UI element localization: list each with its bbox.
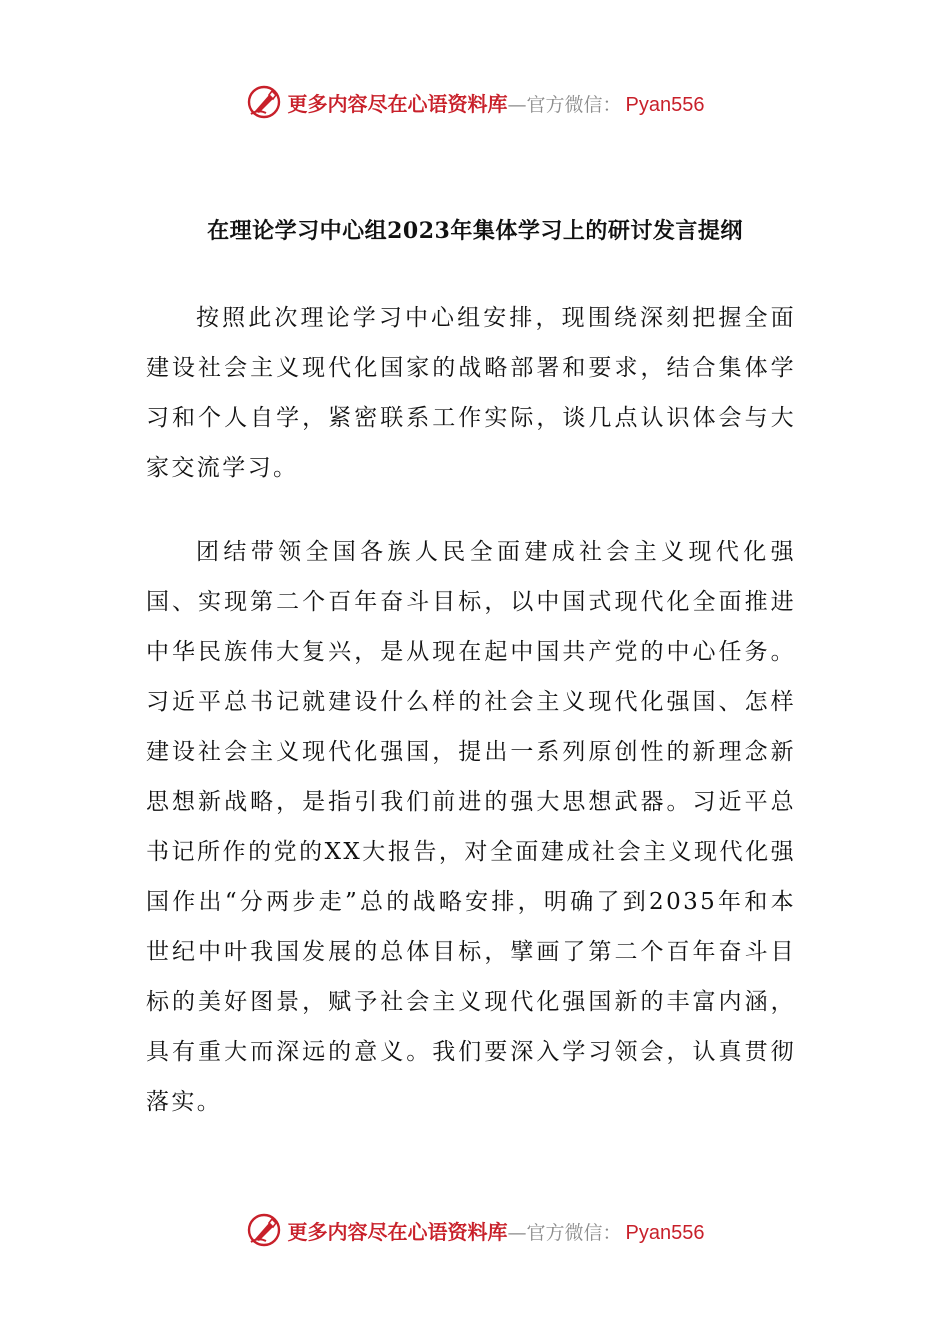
banner-brand-text: 更多内容尽在心语资料库 (287, 1219, 508, 1244)
paragraph-1-block (146, 293, 796, 493)
banner-brand-text: 更多内容尽在心语资料库 (287, 91, 508, 116)
banner-wechat-id: Pyan556 (625, 93, 705, 116)
paragraph-2-block (146, 527, 796, 1127)
banner-wechat-id: Pyan556 (625, 1221, 705, 1244)
pen-nib-logo-icon (246, 1212, 282, 1248)
paragraph: 团结带领全国各族人民全面建成社会主义现代化强国、实现第二个百年奋斗目标，以中国式现代化全面推进中华民族伟大复兴，是从现在起中国共产党的中心任务。习近平总书记就建设什么样的社会主义现代化强国、怎样建设社会主义现代化强国，提出一系列原创性的新理念新思想新战略，是指引我们前进的强大思想武器。习近平总书记所作的党的XX大报告，对全面建成社会主义现代化强国作出“分两步走”总的战略安排，明确了到2035年和本世纪中叶我国发展的总体目标，擘画了第二个百年奋斗目标的美好图景，赋予社会主义现代化强国新的丰富内涵，具有重大而深远的意义。我们要深入学习领会，认真贯彻落实。 (146, 539, 796, 1115)
footer-banner (0, 1208, 950, 1252)
document-title: 在理论学习中心组2023年集体学习上的研讨发言提纲 (207, 218, 743, 244)
banner-wechat-label: —官方微信： (507, 93, 622, 116)
pen-nib-logo-icon (246, 84, 282, 120)
header-banner (0, 80, 950, 124)
paragraph: 按照此次理论学习中心组安排，现围绕深刻把握全面建设社会主义现代化国家的战略部署和要求，结合集体学习和个人自学，紧密联系工作实际，谈几点认识体会与大家交流学习。 (146, 305, 796, 481)
banner-wechat-label: —官方微信： (507, 1221, 622, 1244)
